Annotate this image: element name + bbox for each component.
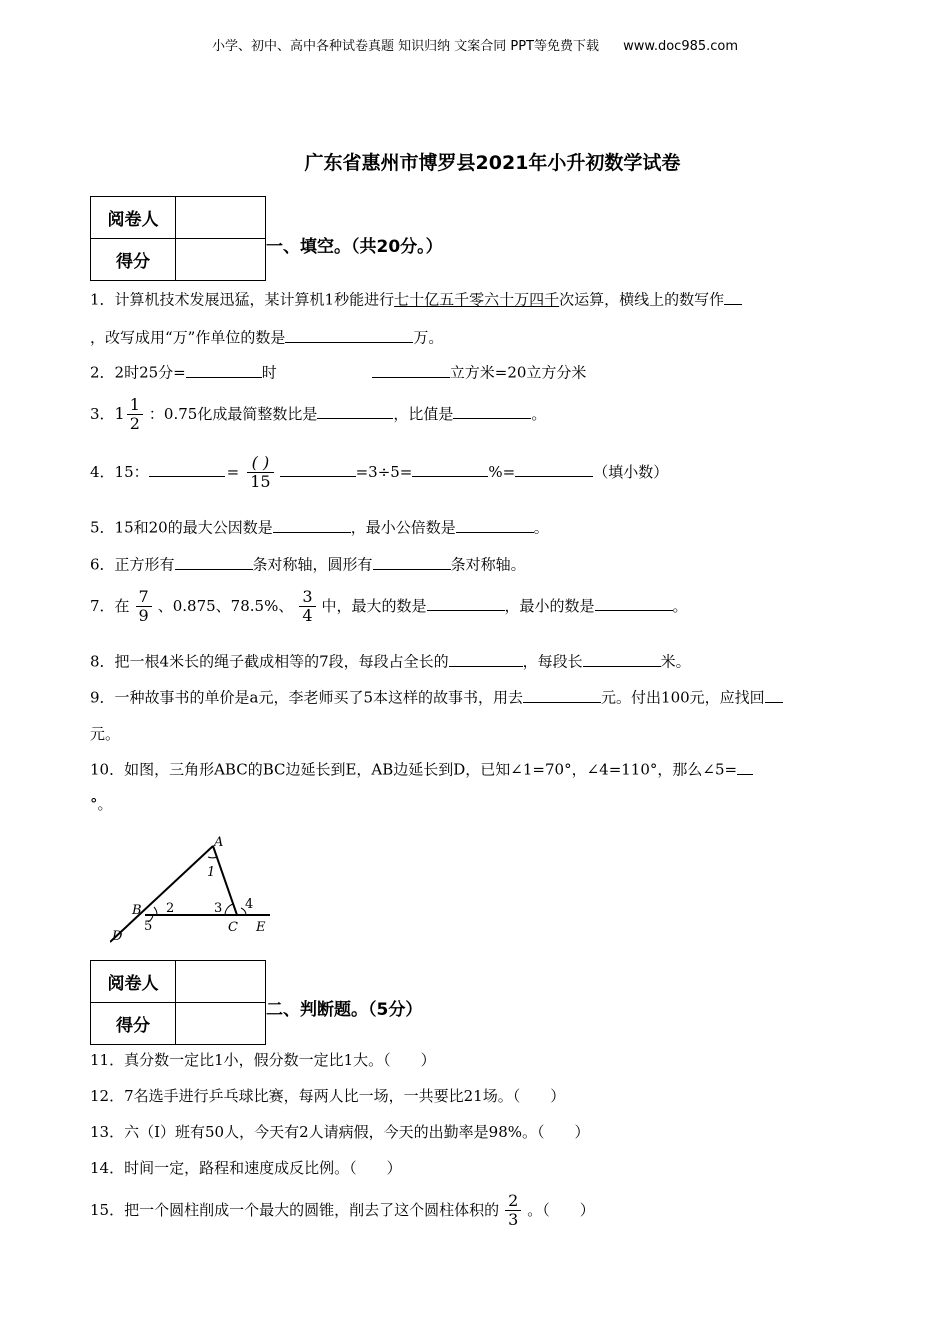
answer-blank[interactable] <box>724 287 742 305</box>
q3-text-2: ，比值是 <box>393 404 454 423</box>
q3-fraction: $\frac{1}{2}$ <box>127 396 143 434</box>
page-title: 广东省惠州市博罗县2021年小升初数学试卷 <box>304 152 681 174</box>
answer-blank[interactable] <box>285 325 413 343</box>
q1-line2-end: 万。 <box>413 328 444 347</box>
header-url[interactable]: www.doc985.com <box>623 39 739 54</box>
q1-text-2: 次运算，横线上的数写作 <box>559 290 725 309</box>
q4-percent: %= <box>488 462 516 481</box>
q7-text-3: 中，最大的数是 <box>321 596 427 615</box>
answer-blank[interactable] <box>186 360 262 378</box>
question-15 <box>90 1192 595 1230</box>
q1-underlined: 七十亿五千零六十万四千 <box>394 290 560 309</box>
q2-text-2: 立方米=20立方分米 <box>449 363 587 382</box>
score-label: 得分 <box>91 1003 176 1045</box>
q4-equals: = <box>226 462 240 481</box>
q9-text: 9．一种故事书的单价是a元，李老师买了5本这样的故事书，用去 <box>90 688 524 707</box>
angle-4-label: 4 <box>245 897 254 912</box>
question-9-line2: 元。 <box>90 725 121 743</box>
answer-blank[interactable] <box>737 757 753 775</box>
q3-end: 。 <box>531 404 547 423</box>
question-1 <box>90 287 742 310</box>
label-e: E <box>256 920 266 935</box>
answer-blank[interactable] <box>583 649 661 667</box>
q8-text-2: ，每段长 <box>522 652 583 671</box>
score-table-1 <box>90 196 266 281</box>
answer-blank[interactable] <box>372 360 450 378</box>
score-cell[interactable] <box>176 1003 266 1045</box>
label-b: B <box>132 903 142 918</box>
answer-blank[interactable] <box>595 593 673 611</box>
question-2 <box>90 360 586 383</box>
answer-blank[interactable] <box>412 459 488 477</box>
answer-blank[interactable] <box>427 593 505 611</box>
q4-fraction: $\frac{( )}{15}$ <box>247 454 273 492</box>
label-c: C <box>228 920 238 935</box>
header-text: 小学、初中、高中各种试卷真题 知识归纳 文案合同 PPT等免费下载 <box>211 39 599 54</box>
question-12: 12．7名选手进行乒乓球比赛，每两人比一场，一共要比21场。（ ） <box>90 1087 566 1105</box>
angle-3-label: 3 <box>214 901 223 916</box>
q2-unit: 时 <box>261 363 277 382</box>
q8-text: 8．把一根4米长的绳子截成相等的7段，每段占全长的 <box>90 652 449 671</box>
q3-whole: 1 <box>114 403 125 423</box>
q5-end: 。 <box>533 518 549 537</box>
q7-fraction-1: $\frac{7}{9}$ <box>136 588 152 626</box>
angle-5-label: 5 <box>144 919 153 934</box>
line-dba <box>110 846 216 942</box>
arc-2 <box>154 907 157 915</box>
arc-3 <box>225 904 233 915</box>
reviewer-cell[interactable] <box>176 197 266 239</box>
arc-1 <box>208 857 217 858</box>
q5-text: 5．15和20的最大公因数是 <box>90 518 273 537</box>
q9-text-2: 元。付出100元，应找回 <box>601 688 765 707</box>
question-5 <box>90 515 549 538</box>
q4-text: 4．15： <box>90 462 149 481</box>
page-header <box>0 35 950 54</box>
label-d: D <box>112 929 123 944</box>
q3-number: 3． <box>90 404 115 423</box>
score-cell[interactable] <box>176 239 266 281</box>
q15-fraction: $\frac{2}{3}$ <box>505 1192 521 1230</box>
answer-blank[interactable] <box>149 459 225 477</box>
answer-blank[interactable] <box>175 552 253 570</box>
question-9 <box>90 685 783 708</box>
q6-end: 条对称轴。 <box>450 555 526 574</box>
score-label: 得分 <box>91 239 176 281</box>
angle-2-label: 2 <box>166 901 175 916</box>
question-1-line2 <box>90 325 443 348</box>
q6-text-2: 条对称轴，圆形有 <box>252 555 373 574</box>
triangle-figure <box>110 832 285 944</box>
score-table-2 <box>90 960 266 1045</box>
q15-text: 15．把一个圆柱削成一个最大的圆锥，削去了这个圆柱体积的 <box>90 1200 500 1219</box>
q4-text-2: =3÷5= <box>355 462 413 481</box>
answer-blank[interactable] <box>449 649 523 667</box>
q7-end: 。 <box>672 596 688 615</box>
answer-blank[interactable] <box>280 459 356 477</box>
q1-line2-text: ，改写成用“万”作单位的数是 <box>90 328 286 347</box>
q7-fraction-2: $\frac{3}{4}$ <box>299 588 315 626</box>
answer-blank[interactable] <box>765 685 783 703</box>
answer-blank[interactable] <box>273 515 351 533</box>
q7-text-2: 、0.875、78.5%、 <box>157 596 294 615</box>
q15-end: 。（ ） <box>527 1200 595 1219</box>
answer-blank[interactable] <box>453 401 531 419</box>
q6-text: 6．正方形有 <box>90 555 175 574</box>
q2-text: 2．2时25分= <box>90 363 186 382</box>
question-4 <box>90 454 668 492</box>
q7-text: 7．在 <box>90 596 130 615</box>
angle-1-label: 1 <box>207 865 216 880</box>
question-3 <box>90 396 546 434</box>
question-14: 14．时间一定，路程和速度成反比例。（ ） <box>90 1159 402 1177</box>
question-10 <box>90 757 753 780</box>
answer-blank[interactable] <box>456 515 534 533</box>
question-13: 13．六（I）班有50人，今天有2人请病假，今天的出勤率是98%。（ ） <box>90 1123 590 1141</box>
section1-heading: 一、填空。（共20分。） <box>266 237 443 257</box>
reviewer-label: 阅卷人 <box>91 197 176 239</box>
q3-text: ：0.75化成最简整数比是 <box>148 404 318 423</box>
q5-text-2: ，最小公倍数是 <box>350 518 456 537</box>
answer-blank[interactable] <box>373 552 451 570</box>
reviewer-cell[interactable] <box>176 961 266 1003</box>
answer-blank[interactable] <box>523 685 601 703</box>
q4-end: （填小数） <box>593 462 669 481</box>
answer-blank[interactable] <box>515 459 593 477</box>
q10-text: 10．如图，三角形ABC的BC边延长到E，AB边延长到D，已知∠1=70°，∠4=110°，那么∠5= <box>90 760 738 779</box>
question-8 <box>90 649 691 672</box>
q7-text-4: ，最小的数是 <box>504 596 595 615</box>
answer-blank[interactable] <box>317 401 393 419</box>
question-7 <box>90 588 688 626</box>
label-a: A <box>214 835 224 850</box>
question-11: 11．真分数一定比1小，假分数一定比1大。（ ） <box>90 1051 436 1069</box>
reviewer-label: 阅卷人 <box>91 961 176 1003</box>
section2-heading: 二、判断题。（5分） <box>266 1000 423 1020</box>
question-10-line2: °。 <box>90 795 113 813</box>
question-6 <box>90 552 526 575</box>
q8-end: 米。 <box>660 652 691 671</box>
q1-text: 1．计算机技术发展迅猛，某计算机1秒能进行 <box>90 290 395 309</box>
